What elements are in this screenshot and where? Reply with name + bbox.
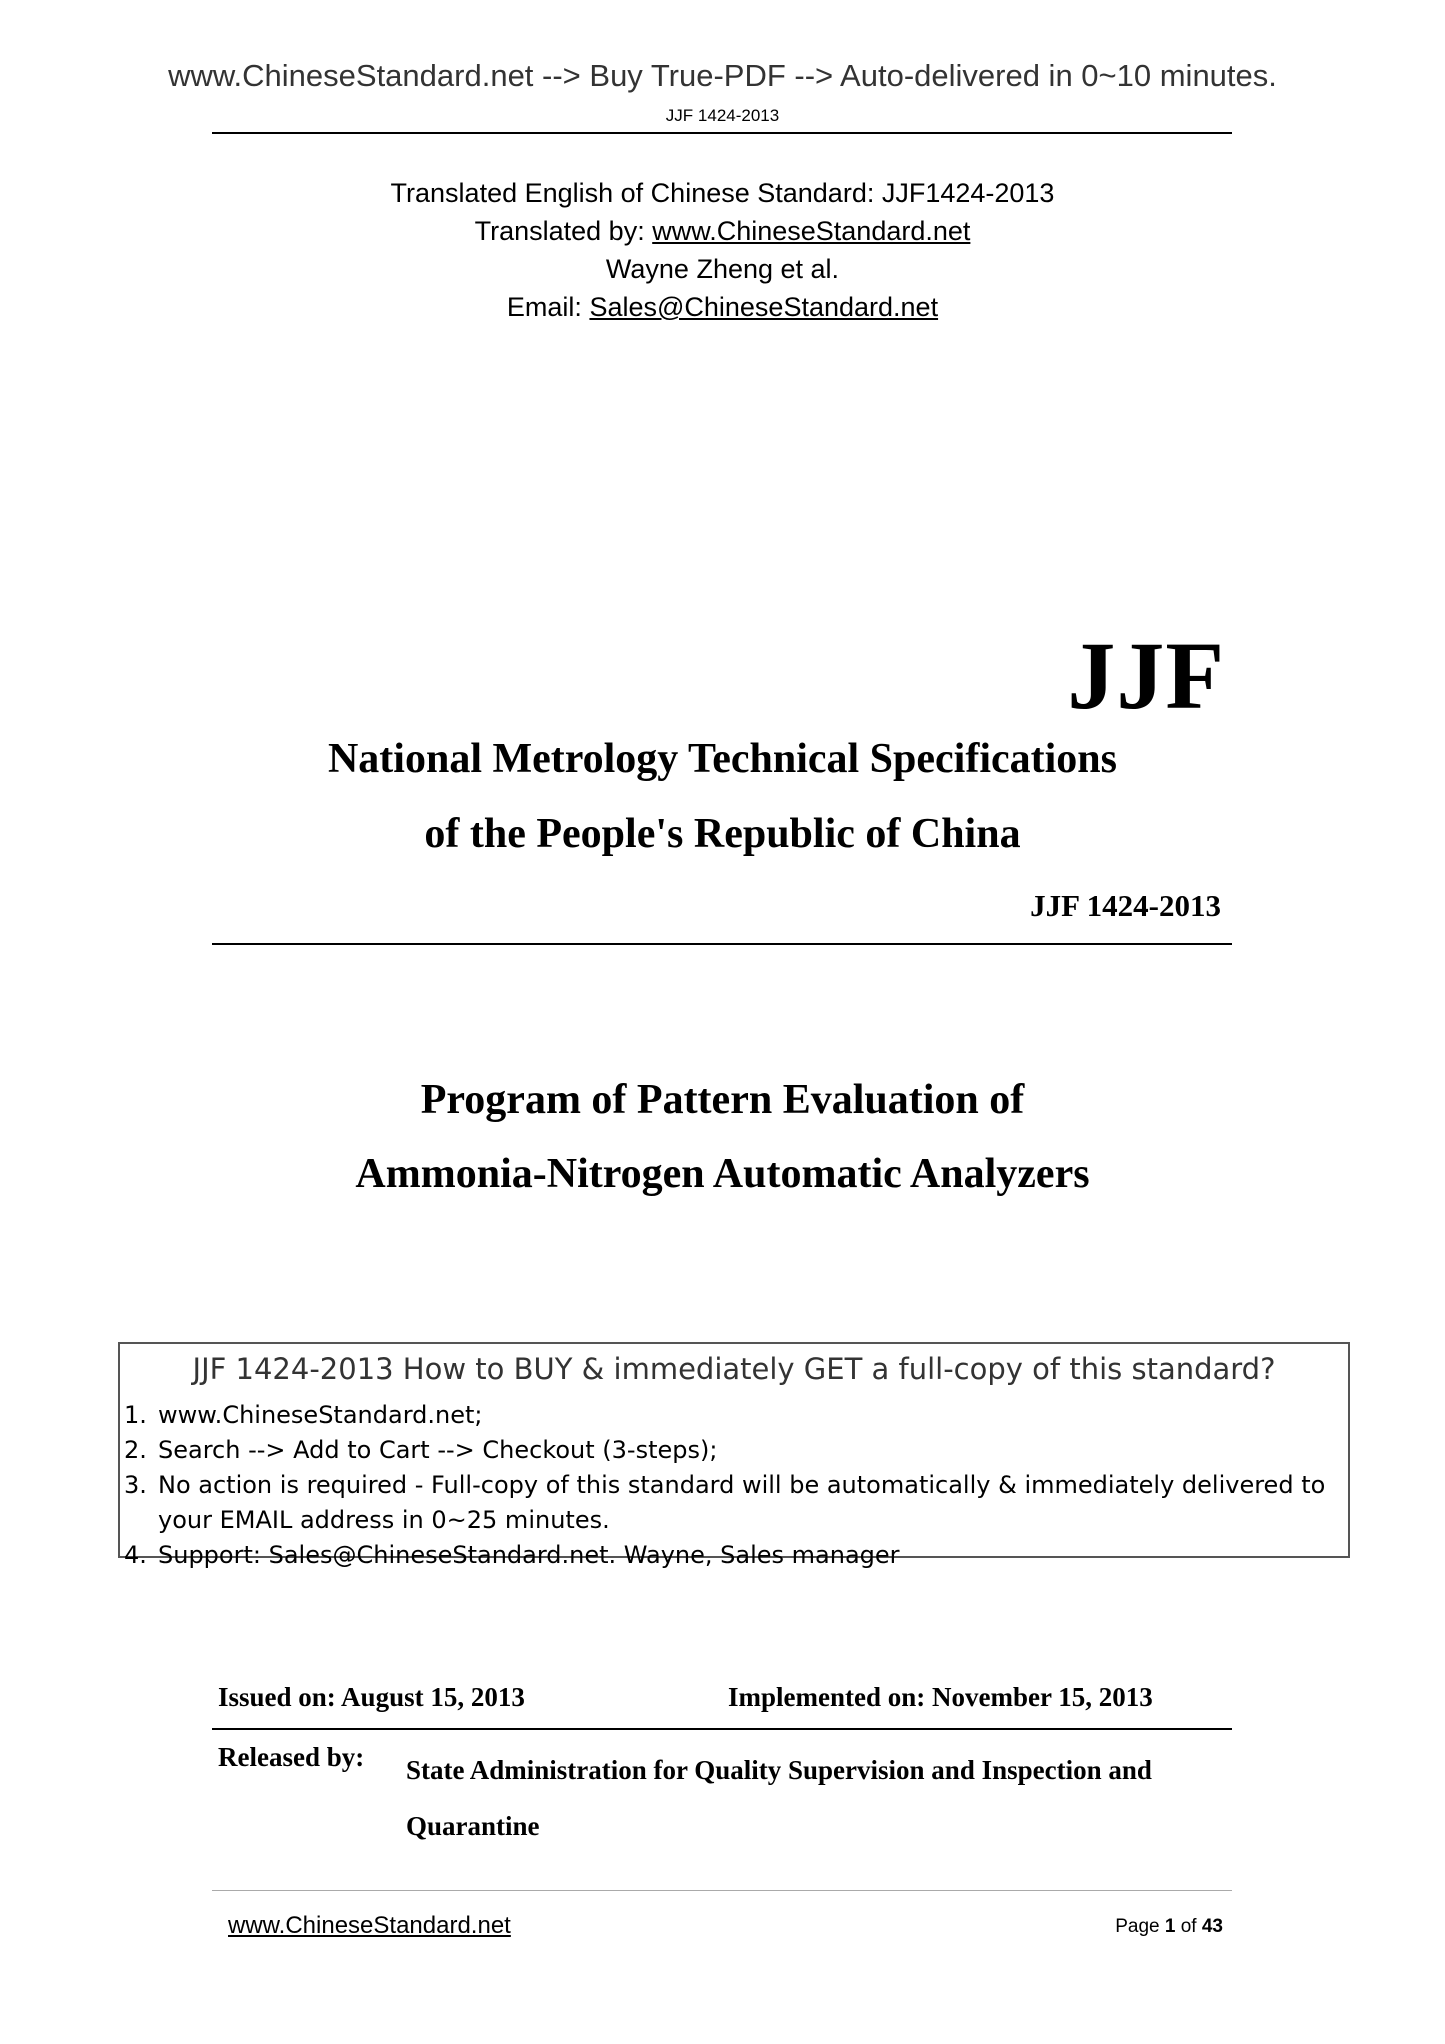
list-item — [124, 1538, 1342, 1573]
list-item-number: 2. — [124, 1436, 147, 1464]
list-item — [124, 1398, 1342, 1433]
page-current: 1 — [1164, 1916, 1176, 1937]
issued-date: Issued on: August 15, 2013 — [218, 1682, 525, 1712]
page-of: of — [1175, 1916, 1202, 1937]
translation-info-line: Translated English of Chinese Standard: JJF1424-2013 — [390, 178, 1055, 208]
document-title-line-1: Program of Pattern Evaluation of — [420, 1077, 1025, 1123]
document-title-line-2: Ammonia-Nitrogen Automatic Analyzers — [355, 1151, 1090, 1197]
buy-box-title: JJF 1424-2013 How to BUY & immediately GET a full-copy of this standard? — [192, 1352, 1276, 1386]
dates-divider — [212, 1728, 1232, 1730]
implemented-date: Implemented on: November 15, 2013 — [728, 1682, 1153, 1712]
jjf-mark: JJF — [1067, 622, 1225, 729]
page-prefix: Page — [1115, 1916, 1165, 1937]
released-by-label: Released by: — [218, 1742, 365, 1772]
list-item-number: 4. — [124, 1541, 147, 1569]
translator-name: Wayne Zheng et al. — [605, 254, 840, 284]
header-divider — [212, 132, 1232, 134]
released-by-body: State Administration for Quality Supervision and Inspection and Quarantine — [406, 1755, 1152, 1841]
translated-by-line — [0, 216, 1445, 247]
buy-steps-list — [124, 1398, 1342, 1573]
list-item-number: 3. — [124, 1471, 147, 1499]
page-total: 43 — [1201, 1916, 1223, 1937]
list-item — [124, 1433, 1342, 1468]
list-item-text: No action is required - Full-copy of this standard will be automatically & immediately delivered to your EMAIL address in 0~25 minutes. — [158, 1471, 1326, 1534]
page-indicator — [1115, 1916, 1223, 1938]
email-line — [0, 292, 1445, 323]
translated-by-link[interactable]: www.ChineseStandard.net — [652, 216, 971, 246]
spec-title-line-2: of the People's Republic of China — [424, 811, 1021, 857]
top-banner[interactable]: www.ChineseStandard.net --> Buy True-PDF --> Auto-delivered in 0~10 minutes. — [168, 58, 1277, 93]
standard-code: JJF 1424-2013 — [1030, 888, 1221, 923]
spec-title-line-1: National Metrology Technical Specifications — [327, 736, 1118, 782]
list-item-text: Support: Sales@ChineseStandard.net. Wayne, Sales manager — [158, 1541, 900, 1569]
translated-by-label: Translated by: — [474, 216, 653, 246]
buy-info-box — [118, 1342, 1350, 1569]
list-item — [124, 1468, 1342, 1538]
footer-link[interactable]: www.ChineseStandard.net — [228, 1912, 511, 1939]
email-link[interactable]: Sales@ChineseStandard.net — [589, 292, 939, 322]
header-standard-code: JJF 1424-2013 — [665, 106, 780, 125]
list-item-text: Search --> Add to Cart --> Checkout (3-steps); — [158, 1436, 718, 1464]
list-item-text[interactable]: www.ChineseStandard.net; — [158, 1401, 483, 1429]
list-item-number: 1. — [124, 1401, 147, 1429]
title-divider — [212, 943, 1232, 945]
footer-divider — [212, 1890, 1232, 1891]
email-label: Email: — [506, 292, 590, 322]
